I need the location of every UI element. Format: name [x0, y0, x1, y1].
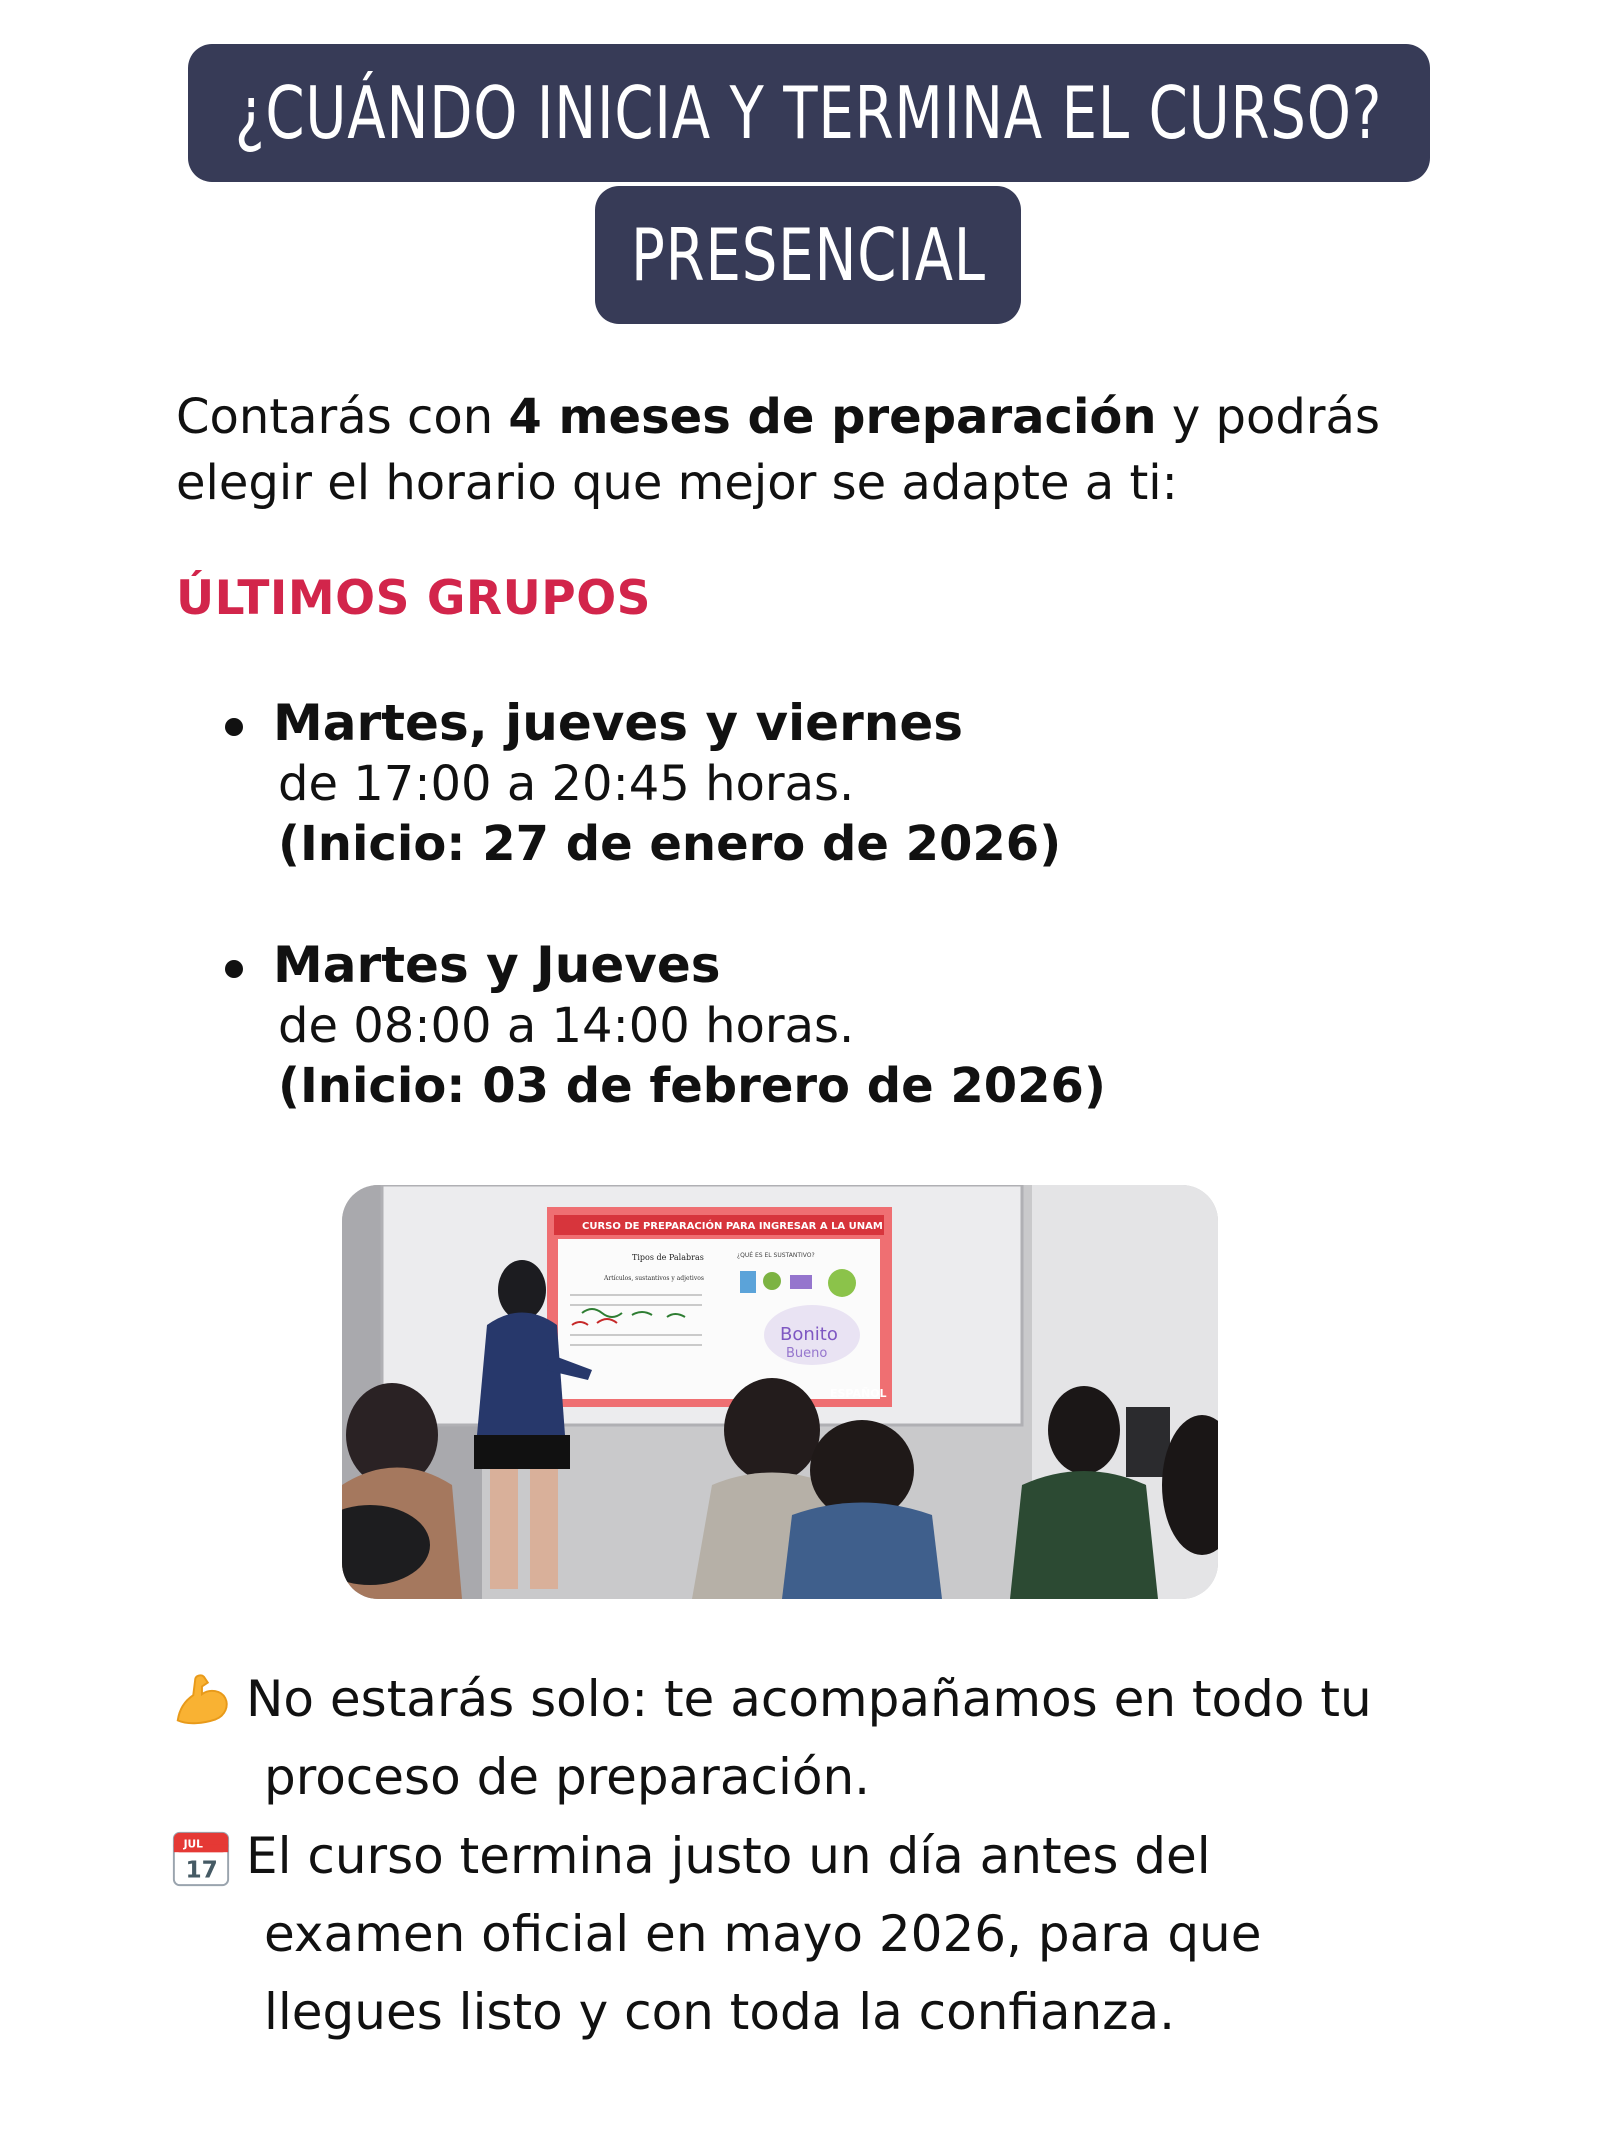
slide-footer: ESPAÑOL [830, 1387, 887, 1400]
slide-subheading: Artículos, sustantivos y adjetivos [604, 1275, 704, 1282]
note-course-end-line1: El curso termina justo un día antes del [246, 1827, 1211, 1885]
group-hours: de 08:00 a 14:00 horas. [278, 998, 855, 1054]
note-course-end [170, 1817, 1470, 2057]
schedule-group [225, 936, 1425, 1126]
note-course-end-line3: llegues listo y con toda la confianza. [264, 1983, 1176, 2041]
slide-heading: Tipos de Palabras [632, 1253, 704, 1262]
bullet-icon [225, 718, 243, 736]
flexed-biceps-icon [170, 1670, 232, 1732]
word-bueno: Bueno [786, 1346, 828, 1361]
classroom-photo [342, 1185, 1218, 1599]
screen-title: CURSO DE PREPARACIÓN PARA INGRESAR A LA UNAM [582, 1221, 883, 1232]
calendar-day: 17 [185, 1856, 218, 1884]
note-support [170, 1660, 1470, 1820]
mode-banner [595, 186, 1021, 324]
group-start-date: (Inicio: 03 de febrero de 2026) [278, 1058, 1106, 1114]
schedule-group [225, 694, 1425, 884]
group-days: Martes y Jueves [273, 936, 721, 994]
note-support-line1: No estarás solo: te acompañamos en todo tu [246, 1670, 1372, 1728]
section-title: ÚLTIMOS GRUPOS [176, 571, 652, 626]
bullet-icon [225, 960, 243, 978]
word-bonito: Bonito [780, 1324, 838, 1345]
intro-paragraph [176, 384, 1476, 516]
calendar-icon [170, 1827, 232, 1889]
calendar-month: JUL [183, 1837, 203, 1851]
group-hours: de 17:00 a 20:45 horas. [278, 756, 855, 812]
title-banner [188, 44, 1430, 182]
group-days: Martes, jueves y viernes [273, 694, 964, 752]
intro-text-line2: elegir el horario que mejor se adapte a ti: [176, 455, 1178, 511]
mode-label: PRESENCIAL [630, 213, 986, 297]
note-course-end-line2: examen oficial en mayo 2026, para que [264, 1905, 1262, 1963]
intro-text-end: y podrás [1156, 389, 1380, 445]
note-support-line2: proceso de preparación. [264, 1748, 871, 1806]
intro-text-start: Contarás con [176, 389, 509, 445]
slide-right-heading: ¿QUÉ ES EL SUSTANTIVO? [737, 1252, 815, 1259]
group-start-date: (Inicio: 27 de enero de 2026) [278, 816, 1062, 872]
intro-highlight: 4 meses de preparación [508, 389, 1157, 445]
page-title: ¿CUÁNDO INICIA Y TERMINA EL CURSO? [235, 71, 1383, 155]
